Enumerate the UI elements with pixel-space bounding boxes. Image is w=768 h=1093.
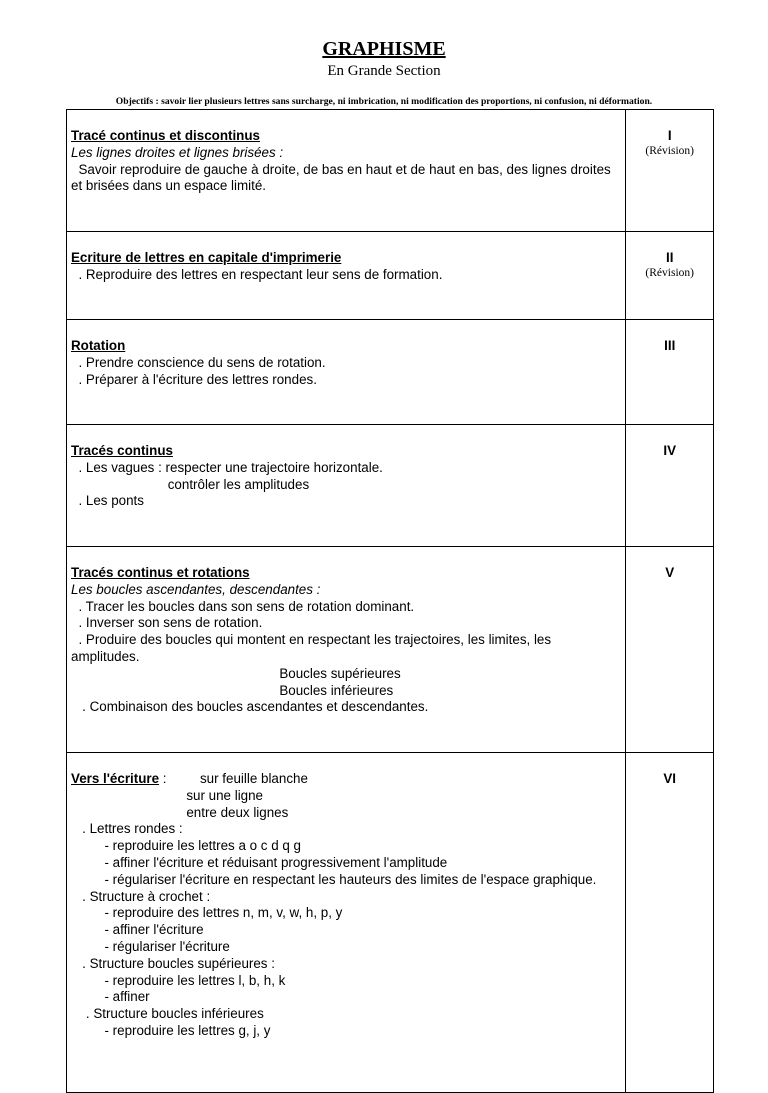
level-number: VI: [663, 771, 677, 786]
row-level: [626, 547, 714, 753]
row-line: - reproduire les lettres a o c d q g: [71, 838, 301, 854]
row-line: . Structure à crochet :: [71, 888, 211, 904]
row-line: . Les vagues : respecter une trajectoire horizontale.: [71, 459, 383, 475]
row-line: entre deux lignes: [71, 804, 289, 820]
row-heading-line: [71, 771, 621, 788]
row-heading-suffix: : sur feuille blanche: [159, 771, 308, 786]
row-heading: Rotation: [71, 338, 126, 353]
table-row: [67, 753, 714, 1093]
row-line: . Tracer les boucles dans son sens de rotation dominant.: [71, 598, 415, 614]
row-line: . Lettres rondes :: [71, 821, 183, 837]
row-heading: Ecriture de lettres en capitale d'imprimerie: [71, 250, 342, 265]
row-level: [626, 320, 714, 425]
row-content: [67, 753, 626, 1093]
row-level: [626, 753, 714, 1093]
row-line: . Combinaison des boucles ascendantes et descendantes.: [71, 699, 429, 715]
table-row: [67, 232, 714, 320]
row-content: [67, 110, 626, 232]
page-title: GRAPHISME: [322, 38, 446, 60]
page-subtitle: En Grande Section: [327, 63, 441, 79]
row-content: [67, 232, 626, 320]
row-line: Boucles supérieures: [71, 665, 401, 681]
level-number: II: [665, 250, 674, 265]
curriculum-table: [66, 109, 714, 1093]
level-number: III: [664, 338, 676, 353]
row-line: - régulariser l'écriture: [71, 938, 230, 954]
row-line: . Structure boucles inférieures: [71, 1006, 264, 1022]
level-number: IV: [663, 443, 677, 458]
row-line: - reproduire les lettres g, j, y: [71, 1022, 271, 1038]
row-line: - affiner: [71, 989, 150, 1005]
row-line: . Préparer à l'écriture des lettres rondes.: [71, 371, 317, 387]
row-level: [626, 110, 714, 232]
row-heading: Tracés continus: [71, 443, 173, 458]
row-content: [67, 547, 626, 753]
row-heading: Tracé continus et discontinus: [71, 128, 260, 143]
row-level: [626, 425, 714, 547]
level-number: I: [667, 128, 672, 143]
revision-note: (Révision): [645, 267, 694, 279]
table-row: [67, 110, 714, 232]
row-line: Savoir reproduire de gauche à droite, de bas en haut et de haut en bas, des lignes droites et brisées dans un espace limité.: [71, 161, 615, 194]
level-number: V: [665, 565, 675, 580]
row-line: - affiner l'écriture et réduisant progressivement l'amplitude: [71, 854, 448, 870]
row-line: . Reproduire des lettres en respectant leur sens de formation.: [71, 266, 443, 282]
row-line: - reproduire les lettres l, b, h, k: [71, 972, 286, 988]
row-subheading: Les boucles ascendantes, descendantes :: [71, 581, 321, 597]
row-heading: Vers l'écriture: [71, 771, 160, 786]
row-content: [67, 425, 626, 547]
row-line: . Produire des boucles qui montent en respectant les trajectoires, les limites, les amplitudes.: [71, 632, 555, 664]
row-heading: Tracés continus et rotations: [71, 565, 250, 580]
row-line: - régulariser l'écriture en respectant les hauteurs des limites de l'espace graphique.: [71, 871, 597, 887]
row-line: - reproduire des lettres n, m, v, w, h, p, y: [71, 905, 343, 921]
row-content: [67, 320, 626, 425]
row-line: contrôler les amplitudes: [71, 476, 310, 492]
table-row: [67, 320, 714, 425]
row-line: . Structure boucles supérieures :: [71, 955, 275, 971]
row-line: Boucles inférieures: [71, 682, 394, 698]
row-line: . Les ponts: [71, 493, 144, 509]
objectives-text: Objectifs : savoir lier plusieurs lettres sans surcharge, ni imbrication, ni modification des proportions, ni confusion, ni déformation.: [115, 96, 653, 107]
table-row: [67, 425, 714, 547]
row-level: [626, 232, 714, 320]
row-line: - affiner l'écriture: [71, 922, 204, 938]
row-line: sur une ligne: [71, 787, 264, 803]
row-line: . Prendre conscience du sens de rotation.: [71, 354, 326, 370]
row-subheading: Les lignes droites et lignes brisées :: [71, 144, 284, 160]
table-row: [67, 547, 714, 753]
revision-note: (Révision): [645, 145, 694, 157]
row-line: . Inverser son sens de rotation.: [71, 615, 263, 631]
